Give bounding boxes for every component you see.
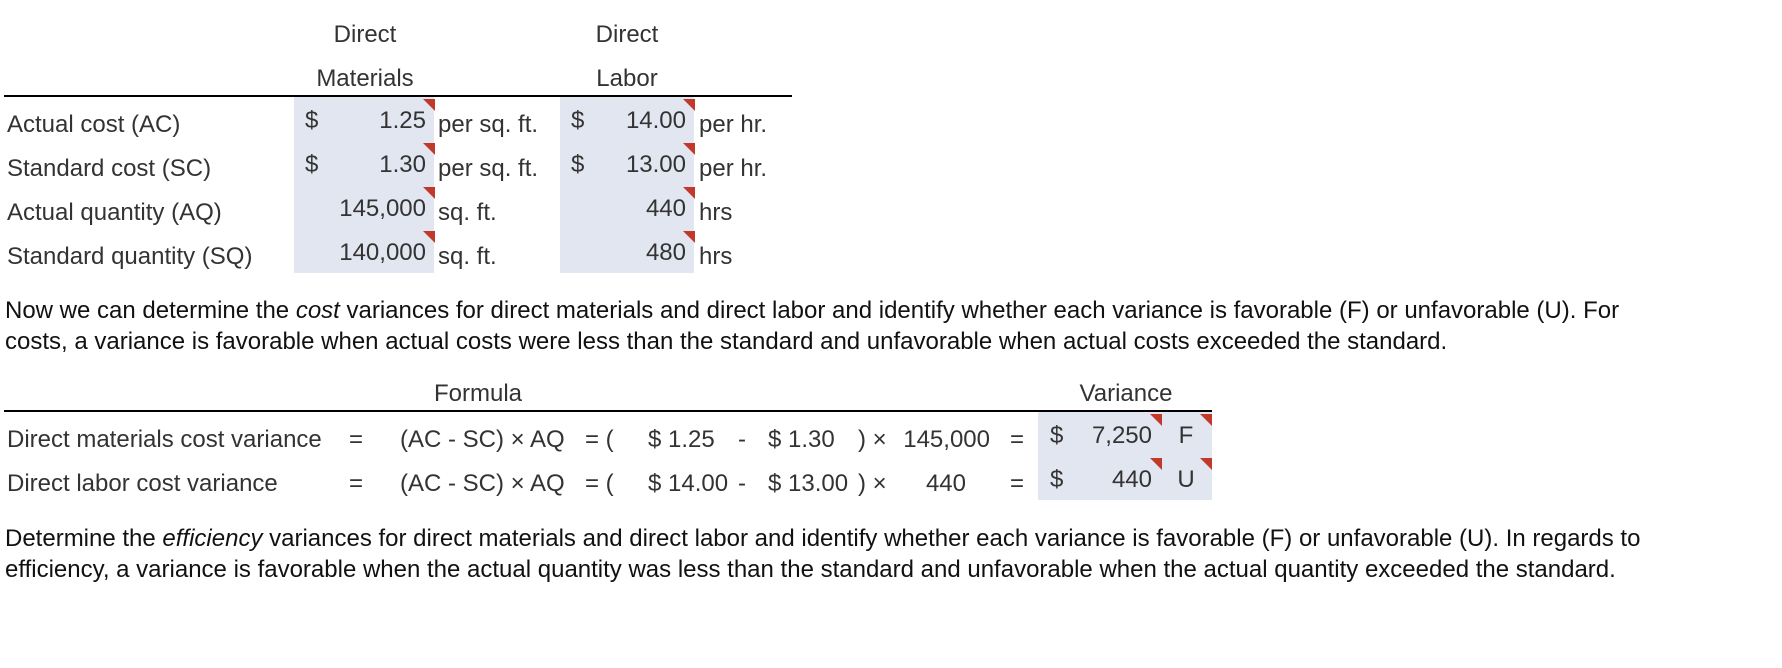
ac-value: $ 14.00	[648, 470, 729, 497]
paragraph-line	[5, 295, 1619, 326]
dm-standard-quantity-input[interactable]	[330, 239, 426, 267]
aq-value: 145,000	[903, 426, 990, 453]
header-formula: Formula	[433, 380, 523, 407]
dm-unit: per sq. ft.	[438, 111, 539, 138]
header-direct-labor-line2: Labor	[596, 65, 658, 92]
row-label-standard-quantity: Standard quantity (SQ)	[7, 243, 253, 270]
formula-text: (AC - SC) × AQ	[400, 426, 565, 453]
dl-actual-quantity-input[interactable]	[596, 195, 686, 223]
answer-flag-icon	[1150, 458, 1162, 470]
answer-flag-icon	[1200, 414, 1212, 426]
equals-open-paren: = (	[585, 470, 614, 497]
dl-unit: hrs	[699, 199, 733, 226]
instruction-paragraph-efficiency	[5, 523, 1640, 585]
dl-cost-variance-fu-select[interactable]	[1174, 466, 1198, 494]
equals-sign: =	[349, 470, 364, 497]
dm-unit: sq. ft.	[438, 243, 497, 270]
dl-unit: hrs	[699, 243, 733, 270]
dl-dollar-sign: $	[571, 107, 585, 134]
dm-dollar-sign: $	[305, 107, 319, 134]
dl-cost-variance-input[interactable]	[1076, 466, 1152, 494]
equals-open-paren: = (	[585, 426, 614, 453]
paragraph-line: costs, a variance is favorable when actual costs were less than the standard and unfavorable when actual costs exceeded the standard.	[5, 328, 1448, 355]
paragraph-line: efficiency, a variance is favorable when the actual quantity was less than the standard and unfavorable when the actual quantity exceeded the standard.	[5, 556, 1616, 583]
header-direct-materials-line2: Materials	[316, 65, 414, 92]
dl-standard-quantity-input[interactable]	[596, 239, 686, 267]
sc-value: $ 13.00	[768, 470, 849, 497]
paragraph-emphasis: cost	[295, 297, 340, 324]
dm-actual-quantity-input[interactable]	[330, 195, 426, 223]
variance-dollar-sign: $	[1050, 422, 1064, 449]
answer-flag-icon	[683, 143, 695, 155]
dm-cost-variance-fu-select[interactable]	[1174, 422, 1198, 450]
answer-flag-icon	[1200, 458, 1212, 470]
row-label-standard-cost: Standard cost (SC)	[7, 155, 212, 182]
dl-dollar-sign: $	[571, 151, 585, 178]
row-label-dl-cost-variance: Direct labor cost variance	[7, 470, 278, 497]
answer-flag-icon	[423, 143, 435, 155]
paragraph-text: variances for direct materials and direct labor and identify whether each variance is favorable (F) or unfavorable (U). In regards to	[262, 525, 1641, 552]
formula-text: (AC - SC) × AQ	[400, 470, 565, 497]
dm-standard-cost-input[interactable]	[330, 151, 426, 179]
header-direct-labor-line1: Direct	[595, 21, 659, 48]
aq-value: 440	[925, 470, 966, 497]
paragraph-text: variances for direct materials and direct labor and identify whether each variance is favorable (F) or unfavorable (U). For	[339, 297, 1620, 324]
dl-standard-cost-input[interactable]	[596, 151, 686, 179]
dm-unit: sq. ft.	[438, 199, 497, 226]
close-paren-times: ) ×	[858, 470, 887, 497]
minus-sign: -	[738, 470, 746, 497]
dm-cost-variance-input[interactable]	[1076, 422, 1152, 450]
paragraph-text: Now we can determine the	[5, 297, 296, 324]
answer-flag-icon	[683, 187, 695, 199]
sc-value: $ 1.30	[768, 426, 835, 453]
dm-unit: per sq. ft.	[438, 155, 539, 182]
paragraph-line	[5, 523, 1640, 554]
answer-flag-icon	[683, 99, 695, 111]
dl-unit: per hr.	[699, 111, 768, 138]
ac-value: $ 1.25	[648, 426, 715, 453]
answer-flag-icon	[423, 231, 435, 243]
variance-dollar-sign: $	[1050, 466, 1064, 493]
equals-sign: =	[1010, 470, 1025, 497]
close-paren-times: ) ×	[858, 426, 887, 453]
row-label-actual-quantity: Actual quantity (AQ)	[7, 199, 222, 226]
answer-flag-icon	[683, 231, 695, 243]
header-variance: Variance	[1079, 380, 1173, 407]
instruction-paragraph-cost	[5, 295, 1619, 357]
answer-flag-icon	[1150, 414, 1162, 426]
equals-sign: =	[1010, 426, 1025, 453]
minus-sign: -	[738, 426, 746, 453]
table2-header-rule	[4, 410, 1212, 412]
equals-sign: =	[349, 426, 364, 453]
answer-flag-icon	[423, 187, 435, 199]
header-direct-materials-line1: Direct	[333, 21, 397, 48]
dm-dollar-sign: $	[305, 151, 319, 178]
dl-actual-cost-input[interactable]	[596, 107, 686, 135]
row-label-actual-cost: Actual cost (AC)	[7, 111, 181, 138]
paragraph-text: Determine the	[5, 525, 163, 552]
dl-unit: per hr.	[699, 155, 768, 182]
paragraph-emphasis: efficiency	[162, 525, 263, 552]
answer-flag-icon	[423, 99, 435, 111]
row-label-dm-cost-variance: Direct materials cost variance	[7, 426, 322, 453]
dm-actual-cost-input[interactable]	[330, 107, 426, 135]
